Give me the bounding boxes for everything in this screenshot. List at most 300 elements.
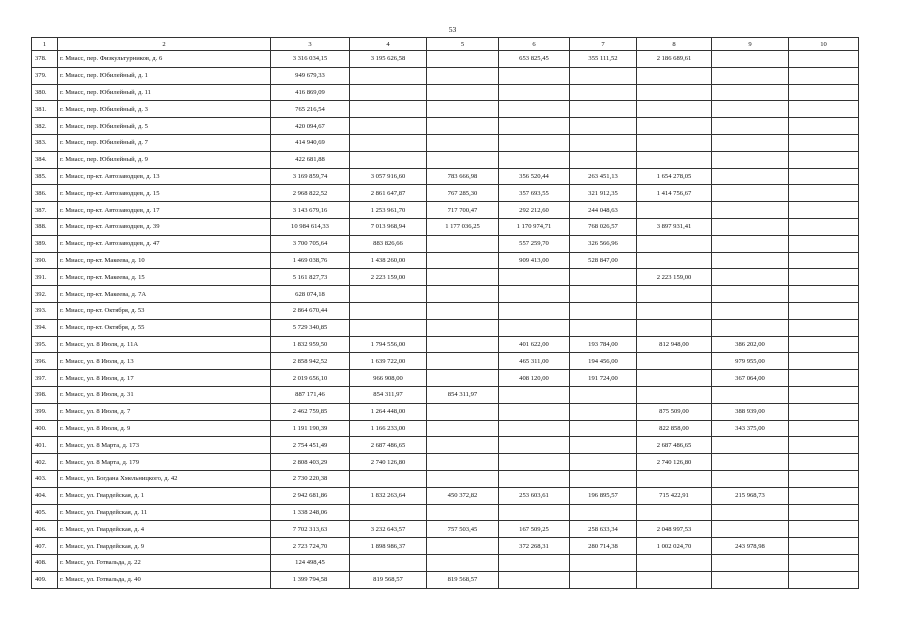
col7-cell [570,420,637,437]
table-row [32,319,859,336]
col9-cell [712,554,789,571]
address-cell: г. Миасс, ул. 8 Июля, д. 13 [58,353,271,370]
col9-cell [712,454,789,471]
col7-cell: 193 784,00 [570,336,637,353]
col9-cell [712,319,789,336]
row-number: 409. [32,571,58,588]
col8-cell: 875 509,00 [637,403,712,420]
col9-cell [712,252,789,269]
col8-cell: 3 897 931,41 [637,218,712,235]
col9-cell [712,202,789,219]
address-cell: г. Миасс, пр-кт. Макеева, д. 15 [58,269,271,286]
row-number: 380. [32,84,58,101]
col4-cell: 854 311,97 [350,386,427,403]
col5-cell [427,554,499,571]
col7-cell: 244 048,63 [570,202,637,219]
col4-cell [350,286,427,303]
row-number: 392. [32,286,58,303]
col8-cell [637,370,712,387]
table-row [32,521,859,538]
col8-cell [637,235,712,252]
col8-cell: 715 422,91 [637,487,712,504]
col7-cell: 768 026,57 [570,218,637,235]
col3-cell: 416 869,09 [271,84,350,101]
table-row [32,286,859,303]
row-number: 400. [32,420,58,437]
col5-cell: 783 666,98 [427,168,499,185]
col3-cell: 10 984 614,33 [271,218,350,235]
col5-cell [427,504,499,521]
col7-cell [570,151,637,168]
col10-cell [789,286,859,303]
column-header: 2 [58,38,271,51]
col10-cell [789,487,859,504]
row-number: 396. [32,353,58,370]
col8-cell [637,504,712,521]
col3-cell: 2 808 403,29 [271,454,350,471]
col9-cell [712,84,789,101]
col4-cell [350,101,427,118]
col10-cell [789,470,859,487]
table-row [32,403,859,420]
col9-cell [712,470,789,487]
row-number: 393. [32,302,58,319]
col7-cell: 321 912,35 [570,185,637,202]
table-row [32,185,859,202]
col3-cell: 2 019 656,10 [271,370,350,387]
row-number: 403. [32,470,58,487]
table-row [32,118,859,135]
col6-cell [499,118,570,135]
address-cell: г. Миасс, пер. Юбилейный, д. 9 [58,151,271,168]
col7-cell [570,134,637,151]
address-cell: г. Миасс, пер. Юбилейный, д. 7 [58,134,271,151]
col4-cell: 2 223 159,00 [350,269,427,286]
row-number: 382. [32,118,58,135]
col6-cell: 653 825,45 [499,51,570,68]
col10-cell [789,134,859,151]
col5-cell [427,269,499,286]
col8-cell [637,252,712,269]
col3-cell: 2 864 670,44 [271,302,350,319]
col10-cell [789,51,859,68]
col5-cell [427,538,499,555]
col3-cell: 2 754 451,49 [271,437,350,454]
col5-cell [427,370,499,387]
address-cell: г. Миасс, ул. Богдана Хмельницкого, д. 42 [58,470,271,487]
col7-cell [570,554,637,571]
table-body [32,51,859,589]
address-cell: г. Миасс, пр-кт. Макеева, д. 7А [58,286,271,303]
column-header: 7 [570,38,637,51]
col9-cell [712,504,789,521]
col6-cell [499,504,570,521]
col3-cell: 1 469 038,76 [271,252,350,269]
address-cell: г. Миасс, пер. Юбилейный, д. 1 [58,67,271,84]
col3-cell: 2 942 681,86 [271,487,350,504]
col6-cell [499,269,570,286]
row-number: 378. [32,51,58,68]
col4-cell: 883 826,66 [350,235,427,252]
col9-cell [712,269,789,286]
row-number: 408. [32,554,58,571]
col10-cell [789,319,859,336]
col6-cell: 253 603,61 [499,487,570,504]
address-cell: г. Миасс, пр-кт. Октября, д. 55 [58,319,271,336]
col10-cell [789,218,859,235]
col6-cell [499,386,570,403]
col6-cell: 167 509,25 [499,521,570,538]
col4-cell: 3 232 643,57 [350,521,427,538]
col5-cell: 450 372,82 [427,487,499,504]
col3-cell: 2 723 724,70 [271,538,350,555]
col7-cell: 194 456,00 [570,353,637,370]
col5-cell [427,353,499,370]
col10-cell [789,437,859,454]
col5-cell [427,470,499,487]
address-cell: г. Миасс, пер. Юбилейный, д. 11 [58,84,271,101]
col7-cell [570,403,637,420]
col7-cell [570,67,637,84]
table-row [32,51,859,68]
col3-cell: 3 700 705,64 [271,235,350,252]
col4-cell [350,470,427,487]
address-cell: г. Миасс, пр-кт. Октября, д. 53 [58,302,271,319]
address-cell: г. Миасс, пер. Физкультурников, д. 6 [58,51,271,68]
address-cell: г. Миасс, пр-кт. Автозаводцев, д. 47 [58,235,271,252]
col10-cell [789,521,859,538]
col3-cell: 765 216,54 [271,101,350,118]
col8-cell [637,84,712,101]
col4-cell: 2 687 486,65 [350,437,427,454]
col8-cell [637,286,712,303]
col7-cell [570,470,637,487]
col8-cell [637,101,712,118]
row-number: 398. [32,386,58,403]
col4-cell: 2 740 126,80 [350,454,427,471]
col6-cell [499,554,570,571]
col7-cell [570,118,637,135]
col3-cell: 949 679,33 [271,67,350,84]
col6-cell [499,84,570,101]
col5-cell [427,252,499,269]
col10-cell [789,168,859,185]
address-cell: г. Миасс, ул. 8 Марта, д. 173 [58,437,271,454]
col5-cell [427,151,499,168]
col10-cell [789,269,859,286]
col6-cell [499,571,570,588]
col7-cell [570,386,637,403]
col10-cell [789,538,859,555]
col10-cell [789,84,859,101]
col10-cell [789,252,859,269]
col8-cell [637,554,712,571]
row-number: 394. [32,319,58,336]
row-number: 405. [32,504,58,521]
column-header: 9 [712,38,789,51]
table-row [32,269,859,286]
col4-cell: 1 253 961,70 [350,202,427,219]
col9-cell [712,521,789,538]
table-row [32,218,859,235]
col3-cell: 2 730 220,38 [271,470,350,487]
row-number: 397. [32,370,58,387]
table-row [32,202,859,219]
row-number: 391. [32,269,58,286]
table-row [32,487,859,504]
col10-cell [789,101,859,118]
col7-cell [570,319,637,336]
col3-cell: 422 681,88 [271,151,350,168]
col7-cell [570,286,637,303]
col5-cell [427,454,499,471]
col10-cell [789,571,859,588]
address-cell: г. Миасс, пр-кт. Макеева, д. 10 [58,252,271,269]
col5-cell [427,437,499,454]
table-row [32,235,859,252]
col4-cell [350,84,427,101]
col10-cell [789,67,859,84]
address-cell: г. Миасс, ул. Гвардейская, д. 9 [58,538,271,555]
col4-cell: 2 861 647,87 [350,185,427,202]
col4-cell: 819 568,57 [350,571,427,588]
col8-cell: 1 654 278,05 [637,168,712,185]
col9-cell [712,67,789,84]
row-number: 402. [32,454,58,471]
address-cell: г. Миасс, ул. Гвардейская, д. 1 [58,487,271,504]
address-cell: г. Миасс, ул. Готвальда, д. 22 [58,554,271,571]
col10-cell [789,504,859,521]
col5-cell: 757 503,45 [427,521,499,538]
col7-cell [570,84,637,101]
column-header: 4 [350,38,427,51]
col8-cell: 1 414 756,67 [637,185,712,202]
col8-cell [637,67,712,84]
col10-cell [789,302,859,319]
col4-cell: 7 013 968,94 [350,218,427,235]
col7-cell [570,571,637,588]
col10-cell [789,403,859,420]
address-cell: г. Миасс, ул. Готвальда, д. 40 [58,571,271,588]
col9-cell: 979 955,00 [712,353,789,370]
col5-cell [427,336,499,353]
col7-cell: 196 895,57 [570,487,637,504]
col10-cell [789,454,859,471]
col6-cell [499,67,570,84]
col6-cell: 292 212,60 [499,202,570,219]
col10-cell [789,386,859,403]
col9-cell: 215 968,73 [712,487,789,504]
row-number: 390. [32,252,58,269]
col6-cell [499,134,570,151]
col8-cell [637,151,712,168]
col4-cell: 3 195 626,58 [350,51,427,68]
address-cell: г. Миасс, ул. 8 Июля, д. 17 [58,370,271,387]
col4-cell [350,504,427,521]
col7-cell: 528 847,00 [570,252,637,269]
col5-cell [427,420,499,437]
col7-cell [570,454,637,471]
col10-cell [789,353,859,370]
col5-cell [427,101,499,118]
col6-cell [499,420,570,437]
address-cell: г. Миасс, ул. 8 Марта, д. 179 [58,454,271,471]
col5-cell [427,403,499,420]
col9-cell: 367 064,00 [712,370,789,387]
col10-cell [789,151,859,168]
table-row [32,538,859,555]
col4-cell: 966 908,00 [350,370,427,387]
table-row [32,353,859,370]
address-cell: г. Миасс, пр-кт. Автозаводцев, д. 13 [58,168,271,185]
row-number: 389. [32,235,58,252]
column-header: 8 [637,38,712,51]
address-cell: г. Миасс, ул. 8 Июля, д. 9 [58,420,271,437]
col3-cell: 2 462 759,85 [271,403,350,420]
table-row [32,67,859,84]
col10-cell [789,202,859,219]
col9-cell [712,168,789,185]
col3-cell: 414 940,69 [271,134,350,151]
col9-cell [712,571,789,588]
col10-cell [789,370,859,387]
row-number: 404. [32,487,58,504]
col5-cell: 717 700,47 [427,202,499,219]
col8-cell: 2 048 997,53 [637,521,712,538]
col7-cell [570,101,637,118]
row-number: 385. [32,168,58,185]
col8-cell [637,353,712,370]
row-number: 399. [32,403,58,420]
col8-cell [637,118,712,135]
col4-cell: 1 438 260,00 [350,252,427,269]
table-row [32,370,859,387]
col8-cell: 812 948,00 [637,336,712,353]
col9-cell [712,437,789,454]
col3-cell: 1 832 959,50 [271,336,350,353]
col6-cell: 557 259,70 [499,235,570,252]
table-row [32,252,859,269]
column-header: 3 [271,38,350,51]
table-row [32,571,859,588]
col3-cell: 3 143 679,16 [271,202,350,219]
page-number: 53 [448,25,457,34]
col8-cell: 2 687 486,65 [637,437,712,454]
table-row [32,336,859,353]
table-row [32,504,859,521]
row-number: 381. [32,101,58,118]
col5-cell [427,302,499,319]
row-number: 395. [32,336,58,353]
col5-cell: 854 311,97 [427,386,499,403]
col5-cell [427,118,499,135]
col9-cell: 386 202,00 [712,336,789,353]
col3-cell: 887 171,46 [271,386,350,403]
col4-cell: 1 832 263,64 [350,487,427,504]
col6-cell: 909 413,00 [499,252,570,269]
col5-cell: 1 177 036,25 [427,218,499,235]
col6-cell: 1 170 974,71 [499,218,570,235]
row-number: 384. [32,151,58,168]
col6-cell [499,437,570,454]
col8-cell: 822 858,00 [637,420,712,437]
column-header: 6 [499,38,570,51]
col3-cell: 1 399 794,58 [271,571,350,588]
col6-cell [499,319,570,336]
address-cell: г. Миасс, ул. 8 Июля, д. 7 [58,403,271,420]
col7-cell: 191 724,00 [570,370,637,387]
col4-cell [350,554,427,571]
col6-cell: 357 693,55 [499,185,570,202]
col5-cell [427,67,499,84]
col8-cell [637,386,712,403]
col3-cell: 3 316 034,15 [271,51,350,68]
col6-cell [499,403,570,420]
col7-cell: 326 566,96 [570,235,637,252]
col5-cell: 767 285,30 [427,185,499,202]
col4-cell: 1 639 722,00 [350,353,427,370]
row-number: 406. [32,521,58,538]
row-number: 401. [32,437,58,454]
col9-cell [712,286,789,303]
col7-cell [570,437,637,454]
col6-cell: 356 520,44 [499,168,570,185]
col3-cell: 3 169 859,74 [271,168,350,185]
address-cell: г. Миасс, ул. Гвардейская, д. 4 [58,521,271,538]
col5-cell: 819 568,57 [427,571,499,588]
table-row [32,554,859,571]
col4-cell [350,134,427,151]
address-cell: г. Миасс, пр-кт. Автозаводцев, д. 17 [58,202,271,219]
table-row [32,168,859,185]
col4-cell [350,118,427,135]
col4-cell [350,302,427,319]
col3-cell: 124 498,45 [271,554,350,571]
col5-cell [427,134,499,151]
col9-cell [712,151,789,168]
table-row [32,437,859,454]
col7-cell: 258 633,34 [570,521,637,538]
col6-cell: 408 120,00 [499,370,570,387]
col6-cell [499,454,570,471]
address-cell: г. Миасс, пр-кт. Автозаводцев, д. 39 [58,218,271,235]
col4-cell: 1 166 233,00 [350,420,427,437]
col6-cell [499,302,570,319]
header-row [32,38,859,51]
col7-cell: 355 111,52 [570,51,637,68]
col8-cell: 2 223 159,00 [637,269,712,286]
address-cell: г. Миасс, пер. Юбилейный, д. 5 [58,118,271,135]
col7-cell [570,269,637,286]
col7-cell: 263 451,13 [570,168,637,185]
col3-cell: 5 729 340,85 [271,319,350,336]
col9-cell: 343 375,00 [712,420,789,437]
col3-cell: 1 191 190,39 [271,420,350,437]
col6-cell [499,286,570,303]
col9-cell [712,386,789,403]
col7-cell: 280 714,38 [570,538,637,555]
col5-cell [427,84,499,101]
col9-cell [712,101,789,118]
row-number: 383. [32,134,58,151]
col3-cell: 420 094,67 [271,118,350,135]
col8-cell [637,302,712,319]
table-row [32,386,859,403]
col10-cell [789,235,859,252]
col10-cell [789,420,859,437]
table-row [32,454,859,471]
address-cell: г. Миасс, пр-кт. Автозаводцев, д. 15 [58,185,271,202]
